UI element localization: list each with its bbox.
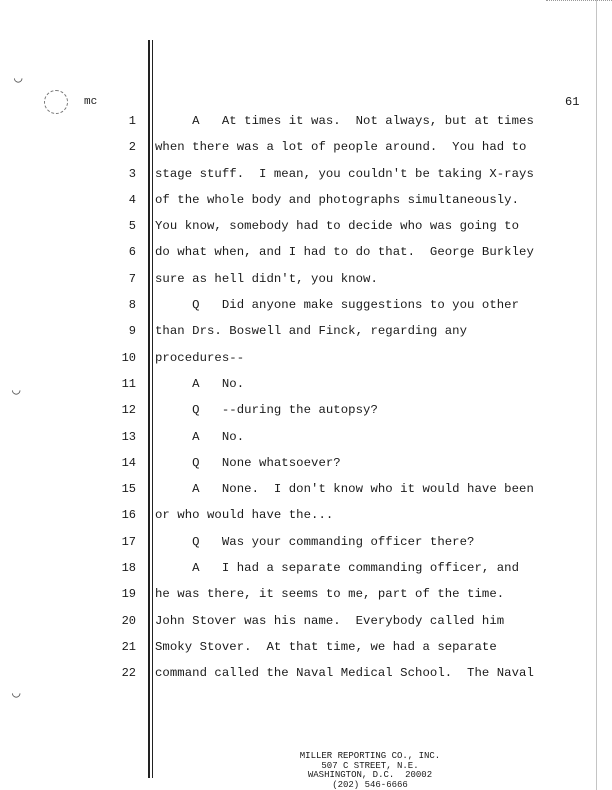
- line-text: do what when, and I had to do that. George Burkley: [155, 245, 534, 260]
- transcript-line: [0, 559, 612, 585]
- transcript-line: [0, 165, 612, 191]
- transcript-line: [0, 112, 612, 138]
- line-number: 14: [121, 455, 136, 470]
- line-text: stage stuff. I mean, you couldn't be taking X-rays: [155, 166, 534, 181]
- line-number: 6: [128, 245, 136, 260]
- transcript-line: [0, 217, 612, 243]
- transcript-line: [0, 270, 612, 296]
- transcript-line: [0, 401, 612, 427]
- transcript-line: [0, 375, 612, 401]
- transcript-line: [0, 191, 612, 217]
- line-text: of the whole body and photographs simultaneously.: [155, 192, 520, 207]
- scan-artifact: [546, 0, 612, 1]
- line-number: 21: [121, 639, 136, 654]
- line-text: procedures--: [155, 350, 245, 365]
- line-number: 8: [128, 298, 136, 313]
- line-number: 11: [121, 376, 136, 391]
- line-number: 5: [128, 219, 136, 234]
- transcript-line: [0, 585, 612, 611]
- footer-company: MILLER REPORTING CO., INC.: [299, 751, 441, 761]
- line-number: 17: [121, 534, 136, 549]
- line-number: 20: [121, 613, 136, 628]
- line-text: A At times it was. Not always, but at times: [155, 114, 534, 128]
- line-number: 9: [128, 324, 136, 339]
- footer-city: WASHINGTON, D.C. 20002: [307, 770, 433, 780]
- transcript-line: [0, 533, 612, 559]
- line-number: 16: [121, 508, 136, 523]
- line-text: A I had a separate commanding officer, and: [155, 561, 520, 576]
- line-number: 4: [128, 192, 136, 207]
- transcript-line: [0, 638, 612, 664]
- line-number: 7: [128, 271, 136, 286]
- transcript-line: [0, 138, 612, 164]
- line-number: 18: [121, 561, 136, 576]
- line-text: than Drs. Boswell and Finck, regarding any: [155, 324, 468, 339]
- line-text: A No.: [155, 429, 245, 444]
- line-number: 15: [121, 482, 136, 497]
- transcript-line: [0, 322, 612, 348]
- line-text: Q Was your commanding officer there?: [155, 534, 475, 549]
- binder-hole-mark: ◡: [14, 71, 23, 87]
- transcript-line: [0, 506, 612, 532]
- line-number: 12: [121, 403, 136, 418]
- line-text: You know, somebody had to decide who was going to: [155, 219, 520, 234]
- line-text: when there was a lot of people around. You had to: [155, 140, 527, 155]
- line-number: 2: [128, 140, 136, 155]
- line-text: A No.: [155, 376, 245, 391]
- line-text: he was there, it seems to me, part of the time.: [155, 587, 505, 602]
- line-number: 1: [128, 114, 136, 128]
- page-number: 61: [565, 95, 580, 109]
- line-number: 19: [121, 587, 136, 602]
- line-text: or who would have the...: [155, 508, 334, 523]
- line-number: 3: [128, 166, 136, 181]
- line-number: 10: [121, 350, 136, 365]
- transcript-line: [0, 428, 612, 454]
- line-text: command called the Naval Medical School. The Naval: [155, 666, 534, 681]
- transcript-line: [0, 349, 612, 375]
- footer-phone: (202) 546-6666: [332, 779, 408, 790]
- stamp-mark: [44, 90, 68, 114]
- transcript-line: [0, 243, 612, 269]
- line-text: sure as hell didn't, you know.: [155, 271, 378, 286]
- transcript-line: [0, 480, 612, 506]
- reporter-initials: mc: [84, 96, 98, 108]
- transcript-line: [0, 296, 612, 322]
- footer-street: 507 C STREET, N.E.: [321, 760, 419, 771]
- line-number: 22: [121, 666, 136, 681]
- transcript-line: [0, 612, 612, 638]
- transcript-line: [0, 664, 612, 690]
- transcript-lines: [0, 112, 612, 691]
- line-text: Smoky Stover. At that time, we had a separate: [155, 639, 497, 654]
- binder-hole-mark: ◡: [12, 383, 21, 399]
- line-text: John Stover was his name. Everybody called him: [155, 613, 505, 628]
- line-text: Q None whatsoever?: [155, 455, 341, 470]
- reporter-footer: [270, 752, 470, 790]
- line-text: Q Did anyone make suggestions to you other: [155, 298, 520, 313]
- transcript-line: [0, 454, 612, 480]
- binder-hole-mark: ◡: [12, 686, 21, 702]
- line-text: A None. I don't know who it would have been: [155, 482, 534, 497]
- line-text: Q --during the autopsy?: [155, 403, 378, 418]
- line-number: 13: [121, 429, 136, 444]
